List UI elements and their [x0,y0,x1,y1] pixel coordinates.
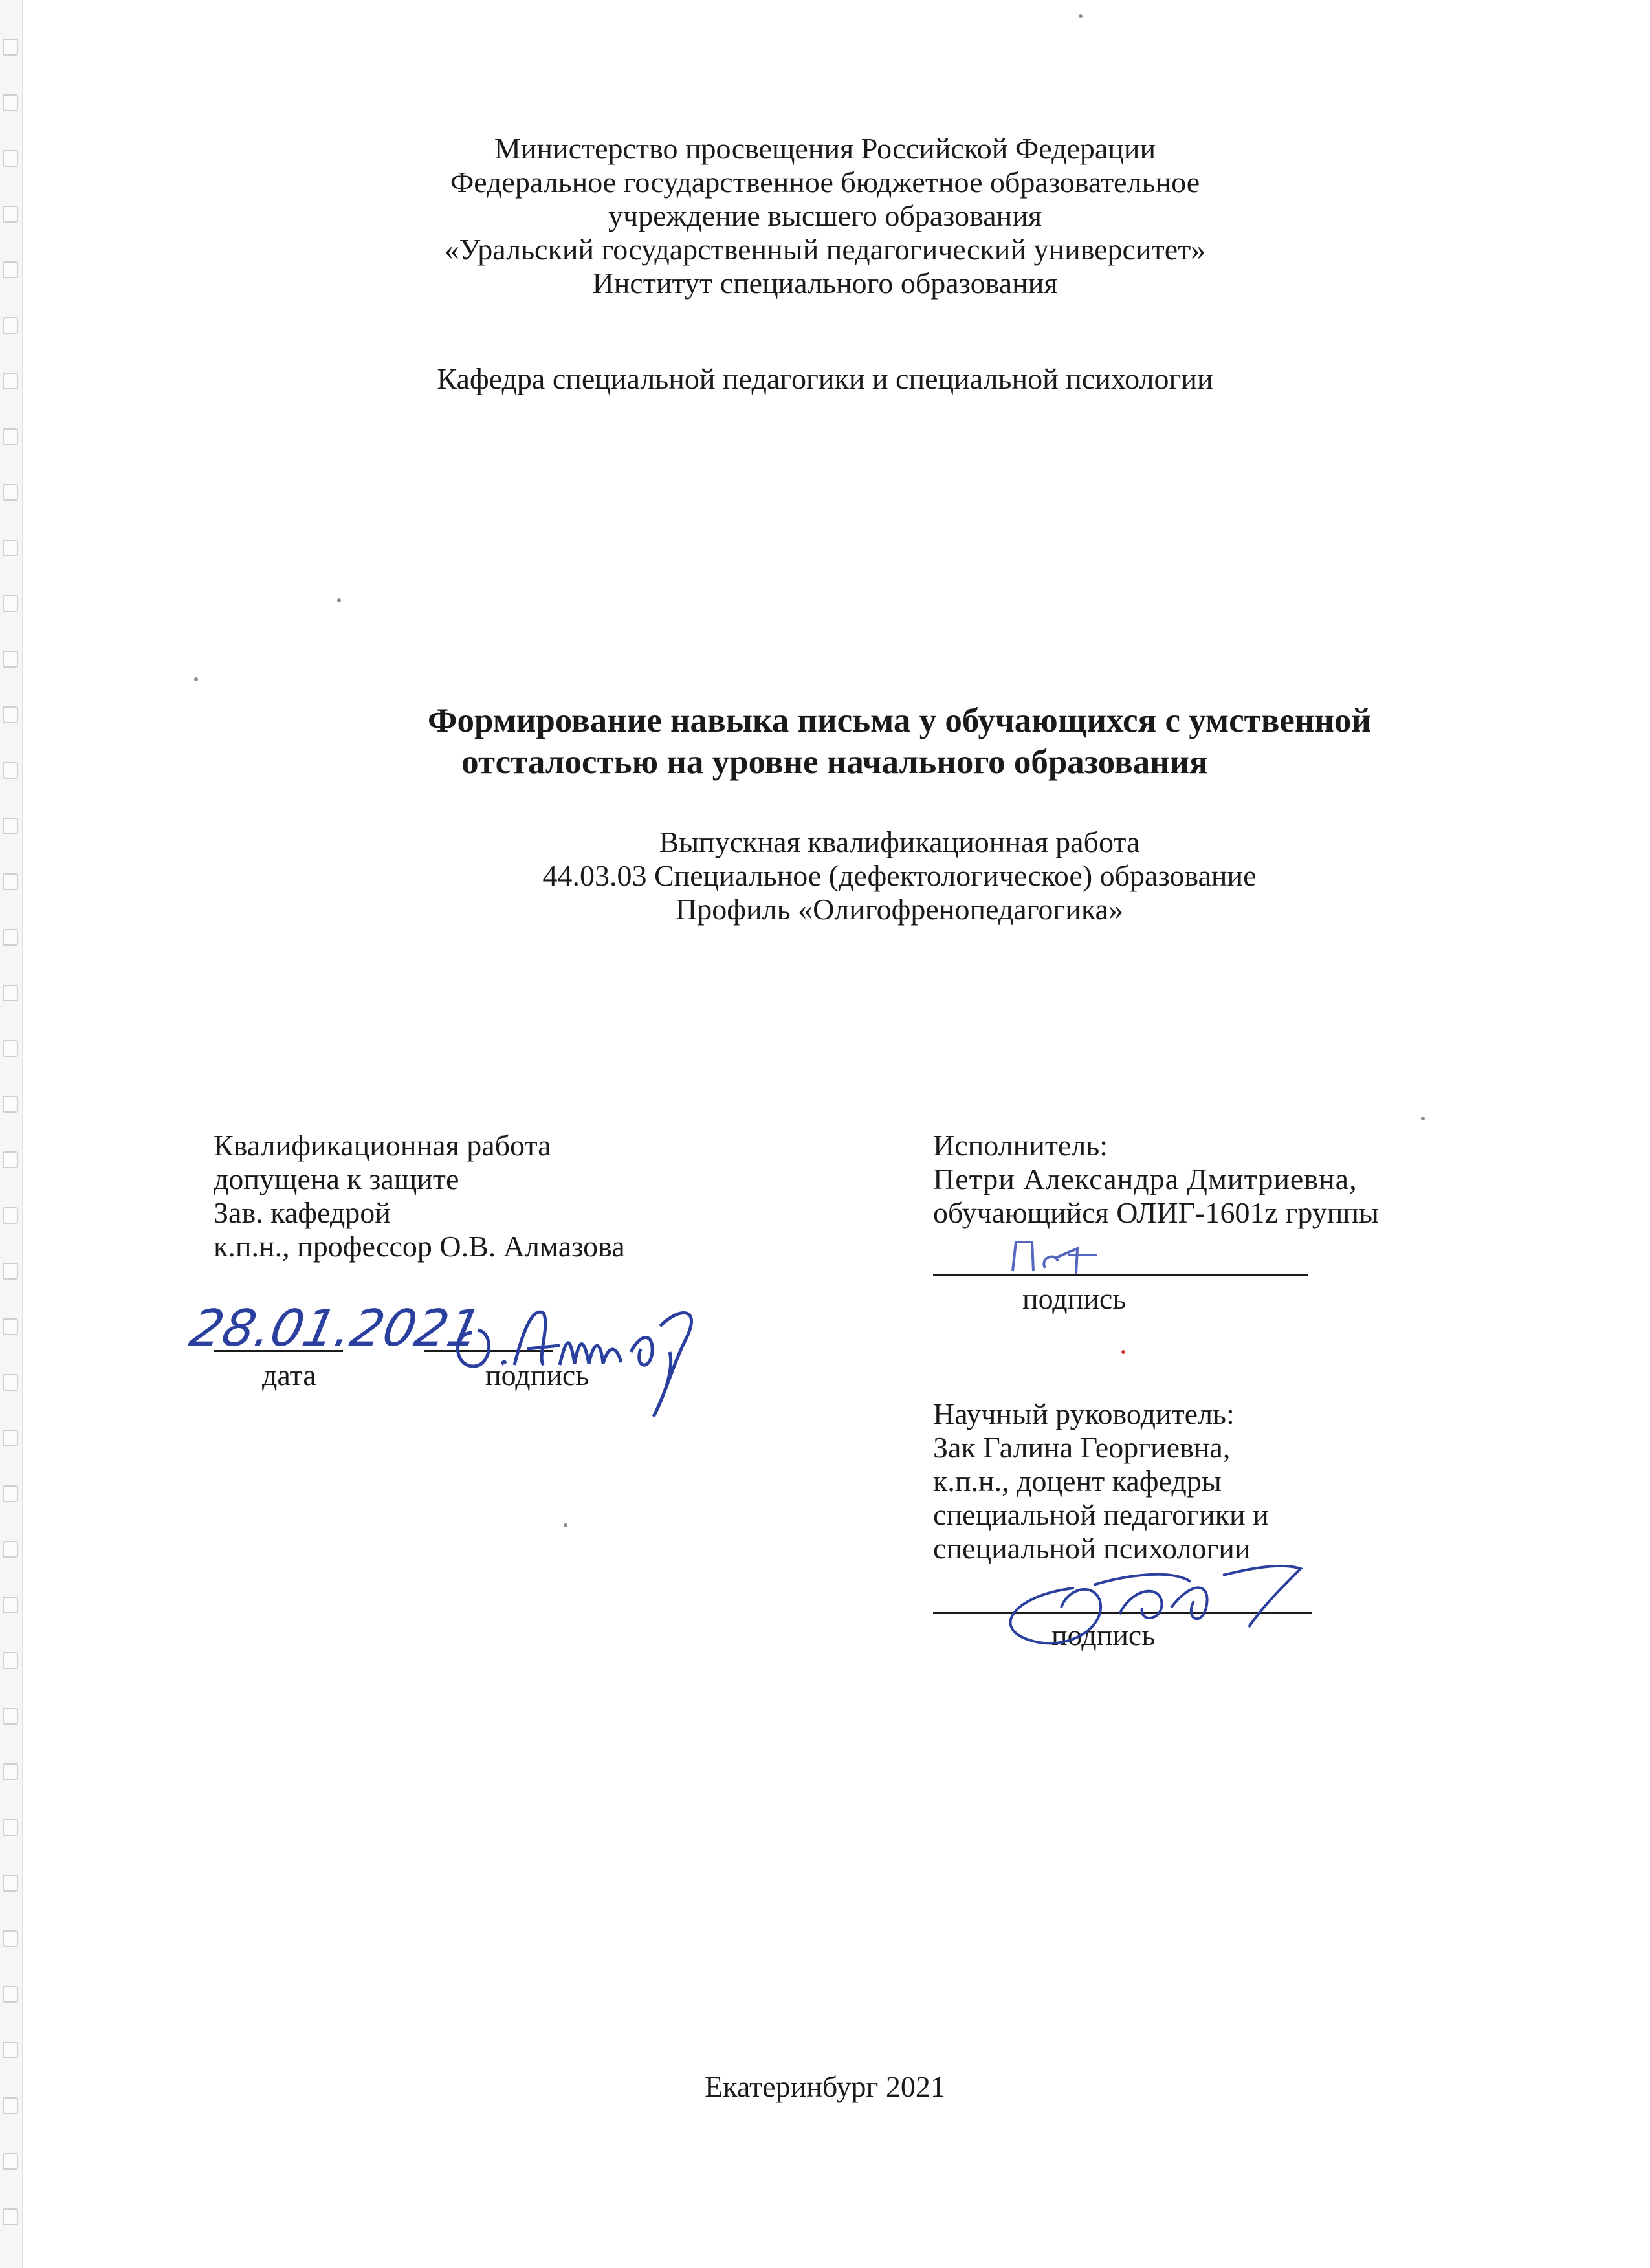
binding-hole [3,706,18,723]
supervisor-department-2: специальной психологии [933,1532,1251,1565]
binding-hole [3,595,18,612]
scan-speck [1121,1350,1125,1354]
supervisor-department-1: специальной педагогики и [933,1498,1269,1531]
scan-speck [1079,14,1083,18]
header-line-university: «Уральский государственный педагогический университет» [444,233,1206,266]
performer-name: Петри Александра Дмитриевна, [933,1162,1358,1195]
binding-hole [3,762,18,779]
supervisor-signature-caption: подпись [1051,1619,1156,1652]
scan-speck [194,677,198,681]
binding-hole [3,540,18,556]
binding-hole [3,1763,18,1780]
performer-signature-caption: подпись [1022,1282,1127,1315]
binding-hole [3,317,18,334]
binding-hole [3,818,18,834]
supervisor-block [933,1397,1269,1565]
binding-hole [3,985,18,1001]
supervisor-name: Зак Галина Георгиевна, [933,1431,1231,1464]
header-line-institute: Институт специального образования [592,267,1058,300]
work-specialty: 44.03.03 Специальное (дефектологическое) образование [542,859,1257,892]
thesis-title-line-2: отсталостью на уровне начального образования [461,743,1208,781]
binding-hole [3,1096,18,1113]
department-name: Кафедра специальной педагогики и специальной психологии [437,362,1213,395]
binding-hole [3,1930,18,1947]
supervisor-degree: к.п.н., доцент кафедры [933,1465,1222,1498]
supervisor-signature-icon [977,1549,1314,1666]
performer-block [933,1129,1379,1230]
approval-line-2: допущена к защите [214,1162,459,1195]
binding-hole [3,2208,18,2225]
binding-hole [3,484,18,501]
binding-hole [3,1541,18,1558]
department [0,362,1650,396]
binding-hole [3,873,18,890]
binding-hole [3,39,18,56]
binding-hole [3,2042,18,2058]
binding-hole [3,94,18,111]
binding-hole [3,1318,18,1335]
binding-strip [0,0,23,2268]
binding-hole [3,428,18,445]
handwritten-date [184,1284,487,1368]
binding-hole [3,1875,18,1892]
binding-hole [3,929,18,946]
supervisor-label: Научный руководитель: [933,1397,1235,1430]
thesis-title [362,700,1436,783]
binding-hole [3,1207,18,1224]
scan-speck [1421,1117,1425,1120]
header-line-ministry: Министерство просвещения Российской Федерации [494,132,1156,165]
approval-line-1: Квалификационная работа [214,1129,551,1162]
approval-signature-icon [446,1287,718,1423]
binding-hole [3,1652,18,1669]
city-year: Екатеринбург 2021 [705,2070,945,2103]
binding-hole [3,1263,18,1280]
binding-hole [3,1986,18,2003]
work-profile: Профиль «Олигофренопедагогика» [676,893,1123,926]
binding-hole [3,1151,18,1168]
approval-signature-caption: подпись [485,1358,589,1391]
binding-hole [3,2153,18,2170]
header-line-institution-type: Федеральное государственное бюджетное образовательное [450,166,1200,199]
performer-signature-icon [1000,1232,1123,1284]
scan-speck [564,1523,567,1527]
approval-line-3: Зав. кафедрой [214,1196,391,1229]
performer-label: Исполнитель: [933,1129,1108,1162]
approval-line-4: к.п.н., профессор О.В. Алмазова [214,1230,625,1263]
work-info [246,825,1553,926]
binding-hole [3,1040,18,1057]
thesis-title-line-1: Формирование навыка письма у обучающихся с умственной [428,702,1371,739]
binding-hole [3,1708,18,1725]
performer-group: обучающийся ОЛИГ-1601z группы [933,1196,1379,1229]
header-line-education-level: учреждение высшего образования [608,199,1042,232]
binding-hole [3,1430,18,1446]
header [0,132,1650,300]
binding-hole [3,1819,18,1836]
binding-hole [3,1597,18,1613]
binding-hole [3,1485,18,1502]
approval-date-caption: дата [262,1358,316,1391]
approval-block [214,1129,625,1263]
binding-hole [3,1374,18,1391]
binding-hole [3,651,18,668]
scan-speck [337,598,341,602]
handwritten-date-text: 28.01.2021 [184,1298,487,1358]
work-type: Выпускная квалификационная работа [659,825,1140,858]
